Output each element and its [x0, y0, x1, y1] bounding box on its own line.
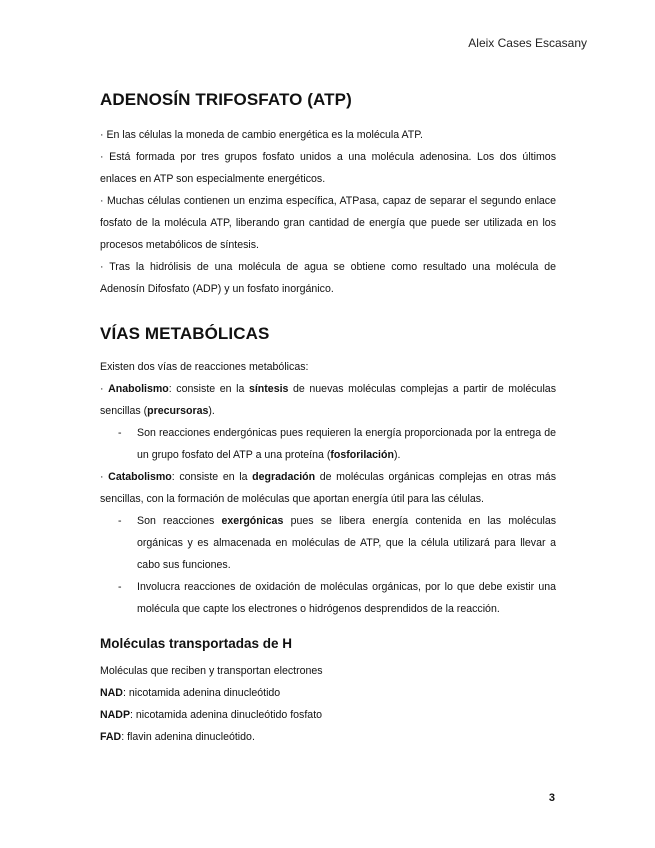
vias-heading: VÍAS METABÓLICAS [100, 324, 270, 343]
bold-text: degradación [252, 471, 316, 483]
anabolismo-term: Anabolismo [108, 383, 169, 395]
text: de moléculas orgánicas complejas en otras más sencillas, con la formación de moléculas que aportan energía útil para las células. [100, 471, 557, 505]
bold-text: síntesis [248, 383, 289, 395]
text: Son reacciones endergónicas pues requieren la energía proporcionada por la entrega de un grupo fosfato del ATP a una proteína ( [137, 427, 556, 461]
text: Son reacciones [137, 515, 222, 527]
molecule-term: NAD [100, 687, 123, 699]
header-author: Aleix Cases Escasany [468, 36, 587, 50]
text: pues se libera energía contenida en las moléculas orgánicas y es almacenada en moléculas de ATP, que la célula utilizará para llevar a cabo sus funciones. [137, 515, 557, 571]
page-number: 3 [548, 792, 555, 804]
bullet-prefix: · [100, 383, 109, 395]
catabolismo-subitem [100, 510, 556, 576]
text: ). [208, 405, 215, 417]
bullet-prefix: · [100, 471, 109, 483]
text: : consiste en la [171, 471, 253, 483]
transport-heading: Moléculas transportadas de H [100, 636, 293, 651]
molecule-term: FAD [100, 731, 122, 743]
atp-bullet: · Muchas células contienen un enzima específica, ATPasa, capaz de separar el segundo enlace fosfato de la molécula ATP, liberando gran cantidad de energía que puede ser utilizada en los procesos metabólicos de síntesis. [100, 195, 556, 251]
bold-text: fosforilación [330, 449, 394, 461]
catabolismo-term: Catabolismo [108, 471, 172, 483]
atp-bullet: · En las células la moneda de cambio energética es la molécula ATP. [100, 129, 423, 141]
atp-bullet-list [100, 124, 556, 300]
molecule-desc: : nicotamida adenina dinucleótido [122, 687, 281, 699]
vias-intro: Existen dos vías de reacciones metabólicas: [100, 361, 309, 373]
anabolismo-paragraph [100, 378, 556, 422]
transport-item [100, 704, 556, 726]
molecule-desc: : flavin adenina dinucleótido. [121, 731, 255, 743]
molecule-desc: : nicotamida adenina dinucleótido fosfato [130, 709, 323, 721]
dash-marker: - [118, 581, 122, 593]
bold-text: exergónicas [221, 515, 284, 527]
vias-body [100, 356, 556, 620]
transport-item [100, 682, 556, 704]
anabolismo-subitem [100, 422, 556, 466]
page-content [100, 88, 556, 748]
text: de nuevas moléculas complejas a partir de moléculas sencillas ( [100, 383, 556, 417]
dash-marker: - [118, 515, 122, 527]
transport-intro: Moléculas que reciben y transportan electrones [100, 665, 323, 677]
text: ). [393, 449, 401, 461]
bold-text: precursoras [147, 405, 209, 417]
catabolismo-paragraph [100, 466, 556, 510]
dash-marker: - [118, 427, 122, 439]
catabolismo-subitem [100, 576, 556, 620]
transport-body [100, 660, 556, 748]
text: Involucra reacciones de oxidación de moléculas orgánicas, por lo que debe existir una molécula que capte los electrones o hidrógenos desprendidos de la reacción. [137, 581, 556, 615]
molecule-term: NADP [100, 709, 131, 721]
atp-bullet: · Tras la hidrólisis de una molécula de agua se obtiene como resultado una molécula de Adenosín Difosfato (ADP) y un fosfato inorgánico. [100, 261, 556, 295]
text: : consiste en la [168, 383, 249, 395]
atp-bullet: · Está formada por tres grupos fosfato unidos a una molécula adenosina. Los dos últimos enlaces en ATP son especialmente energéticos. [100, 151, 556, 185]
atp-heading: ADENOSÍN TRIFOSFATO (ATP) [100, 90, 352, 109]
transport-item [100, 726, 556, 748]
